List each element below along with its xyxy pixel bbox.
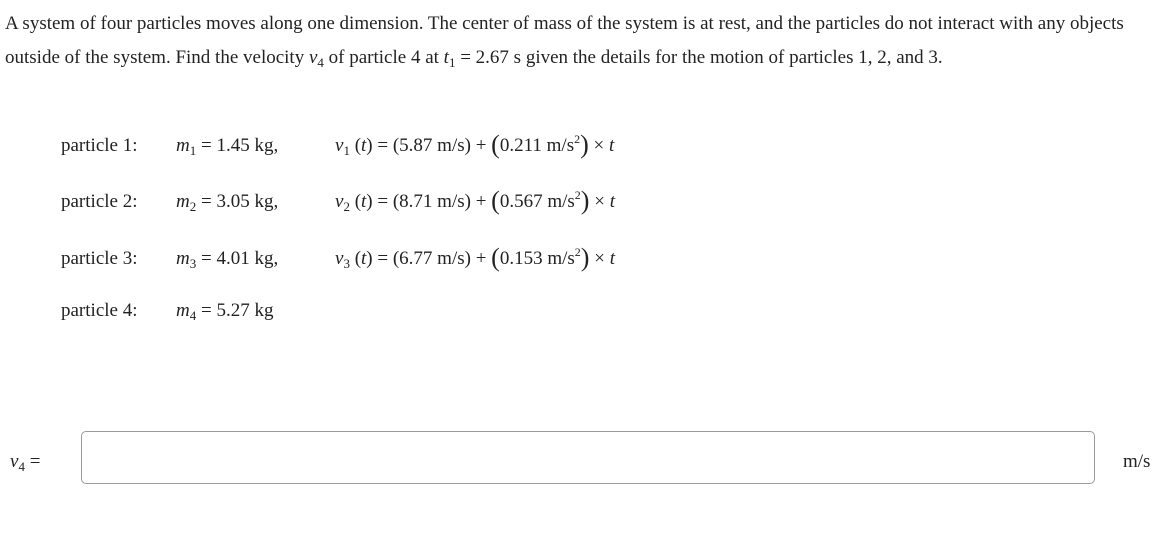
particle-row-4 — [61, 296, 335, 326]
particle-mass: $m_2 = 3.05$ kg, — [176, 191, 279, 214]
particle-label: particle 4: — [61, 300, 138, 321]
velocity-symbol: $v_4$ — [308, 47, 324, 70]
problem-statement — [5, 7, 1160, 76]
particle-mass: $m_1 = 1.45$ kg, — [176, 135, 279, 158]
particle-label: particle 3: — [61, 248, 138, 269]
problem-text-3: = 2.67 s given the details for the motion of particles 1, 2, and 3. — [455, 47, 943, 68]
particle-label: particle 2: — [61, 191, 138, 212]
particle-velocity: $v_3$ (t) = (6.77 m/s) + (0.153 $m/s^2) \times t$ — [335, 243, 615, 272]
problem-text-2: of particle 4 at — [323, 47, 444, 68]
particle-velocity: $v_1$ (t) = (5.87 m/s) + (0.211 $m/s^2) \times t$ — [335, 130, 615, 159]
particle-row-1 — [61, 128, 614, 158]
answer-unit: m/s — [1123, 451, 1151, 472]
particle-mass: $m_3 = 4.01$ kg, — [176, 248, 279, 271]
particle-label: particle 1: — [61, 135, 138, 156]
particle-mass: $m_4 = 5.27$ kg — [176, 300, 274, 323]
answer-input[interactable] — [81, 431, 1095, 484]
problem-text-1: A system of four particles moves along one dimension. The center of mass of the system is at rest, and the particles do not interact with any objects outside of the system. Find the velocity — [5, 13, 1124, 68]
particle-row-3 — [61, 241, 615, 271]
particle-row-2 — [61, 184, 615, 214]
answer-label: $v_4$ = — [10, 451, 41, 474]
particle-velocity: $v_2$ (t) = (8.71 m/s) + (0.567 $m/s^2) \times t$ — [335, 186, 615, 215]
time-symbol: $t_1$ — [443, 47, 456, 70]
